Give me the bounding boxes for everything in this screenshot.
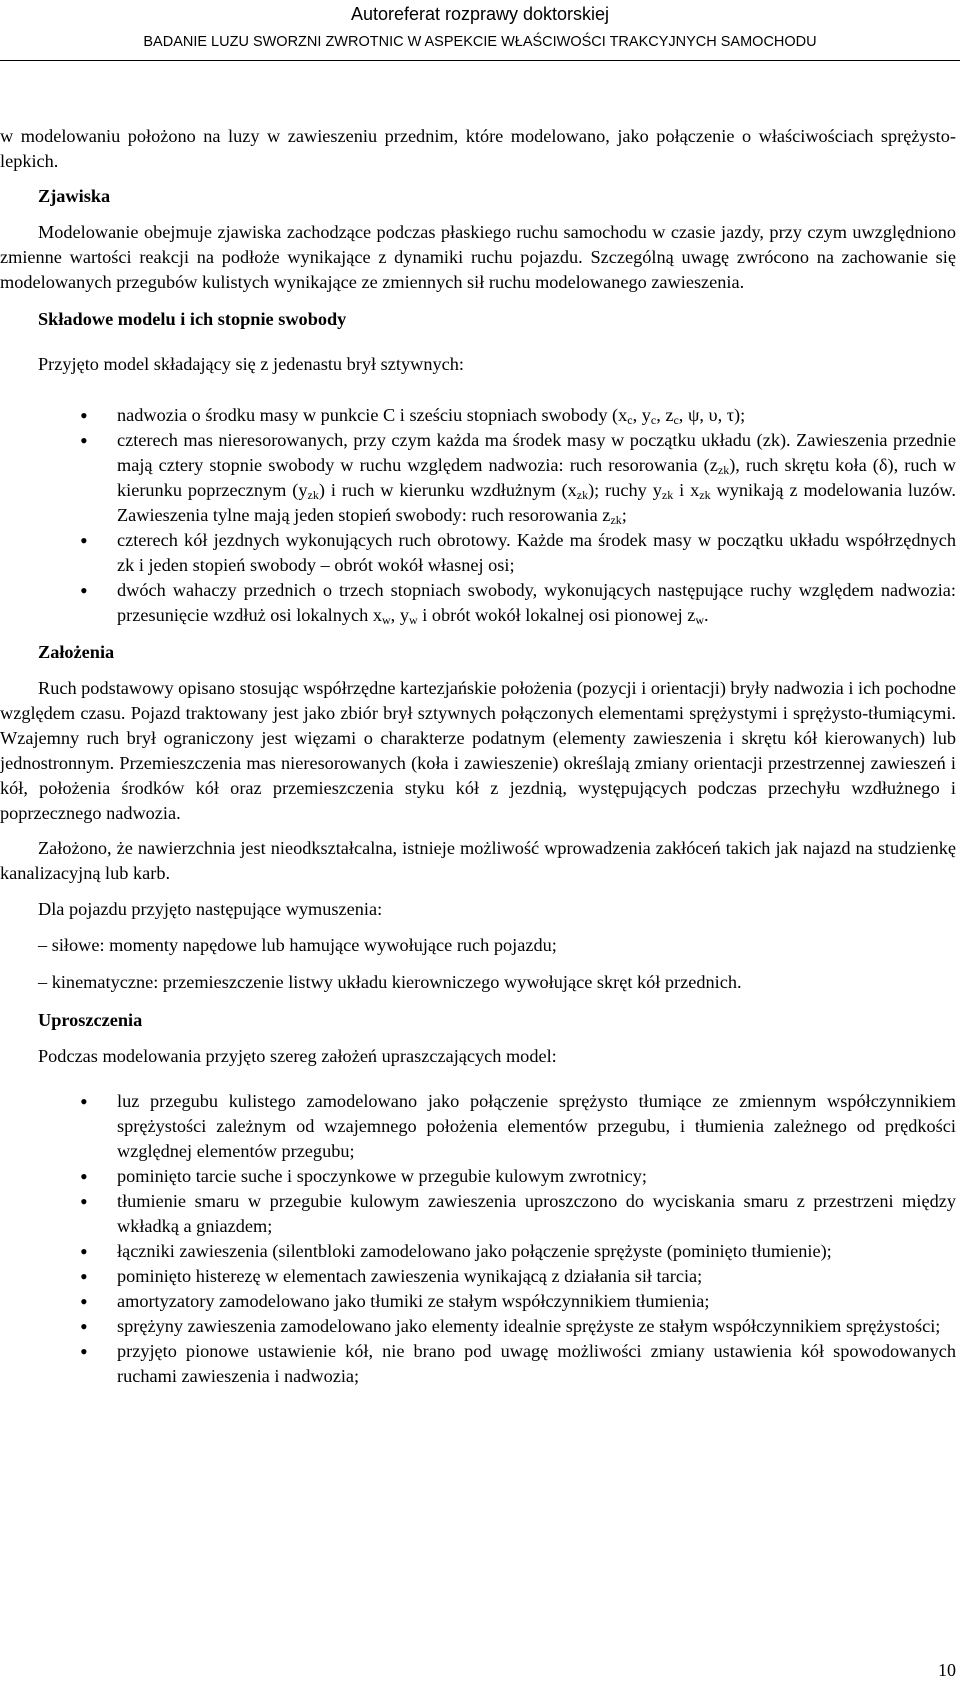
list-item: • amortyzatory zamodelowano jako tłumiki ze stałym współczynnikiem tłumienia;	[117, 1289, 956, 1314]
simplifications-list	[0, 1089, 956, 1389]
forcing-list	[0, 933, 956, 995]
page-body	[0, 124, 956, 1389]
list-item: • sprężyny zawieszenia zamodelowano jako elementy idealnie sprężyste ze stałym współczynnikiem sprężystości;	[117, 1314, 956, 1339]
list-item: • dwóch wahaczy przednich o trzech stopniach swobody, wykonujących następujące ruchy względem nadwozia: przesunięcie wzdłuż osi lokalnych $x_w$, $y_w$ i obrót wokół lokalnej osi pionowej $z_w$.	[117, 578, 956, 628]
page-number: 10	[938, 1660, 956, 1680]
running-header-subtitle: BADANIE LUZU SWORZNI ZWROTNIC W ASPEKCIE WŁAŚCIWOŚCI TRAKCYJNYCH SAMOCHODU	[143, 34, 817, 50]
zalozenia-paragraph-1: Ruch podstawowy opisano stosując współrzędne kartezjańskie położenia (pozycji i orientacji) bryły nadwozia i ich pochodne względem czasu. Pojazd traktowany jest jako zbiór brył sztywnych połączonych elementami sprężystymi i sprężysto-tłumiącymi. Wzajemny ruch brył ograniczony jest więzami o charakterze podatnym (elementy zawieszenia i skrętu kół kierowanych) lub jednostronnym. Przemieszczenia mas nieresorowanych (koła i zawieszenie) określają zmiany orientacji przestrzennej zawieszeń i kół, położenia środków kół oraz przemieszczenia styku kół z jezdnią, występujących podczas przechyłu wzdłużnego i poprzecznego nadwozia.	[0, 678, 956, 823]
zjawiska-paragraph: Modelowanie obejmuje zjawiska zachodzące podczas płaskiego ruchu samochodu w czasie jazdy, przy czym uwzględniono zmienne wartości reakcji na podłoże wynikające z dynamiki ruchu pojazdu. Szczególną uwagę zwrócono na zachowanie się modelowanych przegubów kulistych wynikające ze zmiennych sił ruchu modelowanego zawieszenia.	[0, 222, 956, 292]
list-item: • nadwozia o środku masy w punkcie C i sześciu stopniach swobody ($x_c$, $y_c$, $z_c$, ψ, υ, τ);	[117, 403, 956, 428]
running-header-title: Autoreferat rozprawy doktorskiej	[350, 4, 610, 24]
list-item: • luz przegubu kulistego zamodelowano jako połączenie sprężysto tłumiące ze zmiennym współczynnikiem sprężystości zależnym od wzajemnego położenia elementów przegubu, i tłumienia zależnego od prędkości względnej elementów przegubu;	[117, 1089, 956, 1164]
skladowe-intro: Przyjęto model składający się z jedenastu brył sztywnych:	[38, 354, 464, 374]
list-item: • czterech mas nieresorowanych, przy czym każda ma środek masy w początku układu (zk). Zawieszenia przednie mają cztery stopnie swobody w ruchu względem nadwozia: ruch resorowania $(z_{zk})$, ruch skrętu koła (δ), ruch w kierunku poprzecznym $(y_{zk})$ i ruch w kierunku wzdłużnym $(x_{zk})$; ruchy $y_{zk}$ i $x_{zk}$ wynikają z modelowania luzów. Zawieszenia tylne mają jeden stopień swobody: ruch resorowania $z_{zk}$;	[117, 428, 956, 528]
list-item: • czterech kół jezdnych wykonujących ruch obrotowy. Każde ma środek masy w początku układu współrzędnych zk i jeden stopień swobody – obrót wokół własnej osi;	[117, 528, 956, 578]
list-item: • przyjęto pionowe ustawienie kół, nie brano pod uwagę możliwości zmiany ustawienia kół spowodowanych ruchami zawieszenia i nadwozia;	[117, 1339, 956, 1389]
intro-paragraph: w modelowaniu położono na luzy w zawieszeniu przednim, które modelowano, jako połączenie o właściwościach sprężysto-lepkich.	[0, 126, 956, 171]
list-item: • łączniki zawieszenia (silentbloki zamodelowano jako połączenie sprężyste (pominięto tłumienie);	[117, 1239, 956, 1264]
list-item: – kinematyczne: przemieszczenie listwy układu kierowniczego wywołujące skręt kół przednich.	[38, 972, 742, 992]
list-item: • pominięto histerezę w elementach zawieszenia wynikającą z działania sił tarcia;	[117, 1264, 956, 1289]
header-rule	[0, 60, 960, 61]
uproszczenia-intro: Podczas modelowania przyjęto szereg założeń upraszczających model:	[38, 1046, 557, 1066]
section-heading-zjawiska: Zjawiska	[38, 186, 111, 206]
section-heading-zalozenia: Założenia	[38, 642, 115, 662]
section-heading-skladowe: Składowe modelu i ich stopnie swobody	[38, 309, 347, 329]
zalozenia-paragraph-2: Założono, że nawierzchnia jest nieodkształcalna, istnieje możliwość wprowadzenia zakłóceń takich jak najazd na studzienkę kanalizacyjną lub karb.	[0, 838, 956, 883]
section-heading-uproszczenia: Uproszczenia	[38, 1010, 143, 1030]
zalozenia-paragraph-3: Dla pojazdu przyjęto następujące wymuszenia:	[38, 899, 383, 919]
list-item: • pominięto tarcie suche i spoczynkowe w przegubie kulowym zwrotnicy;	[117, 1164, 956, 1189]
bodies-list	[0, 403, 956, 628]
list-item: – siłowe: momenty napędowe lub hamujące wywołujące ruch pojazdu;	[38, 935, 557, 955]
list-item: • tłumienie smaru w przegubie kulowym zawieszenia uproszczono do wyciskania smaru z przestrzeni między wkładką a gniazdem;	[117, 1189, 956, 1239]
